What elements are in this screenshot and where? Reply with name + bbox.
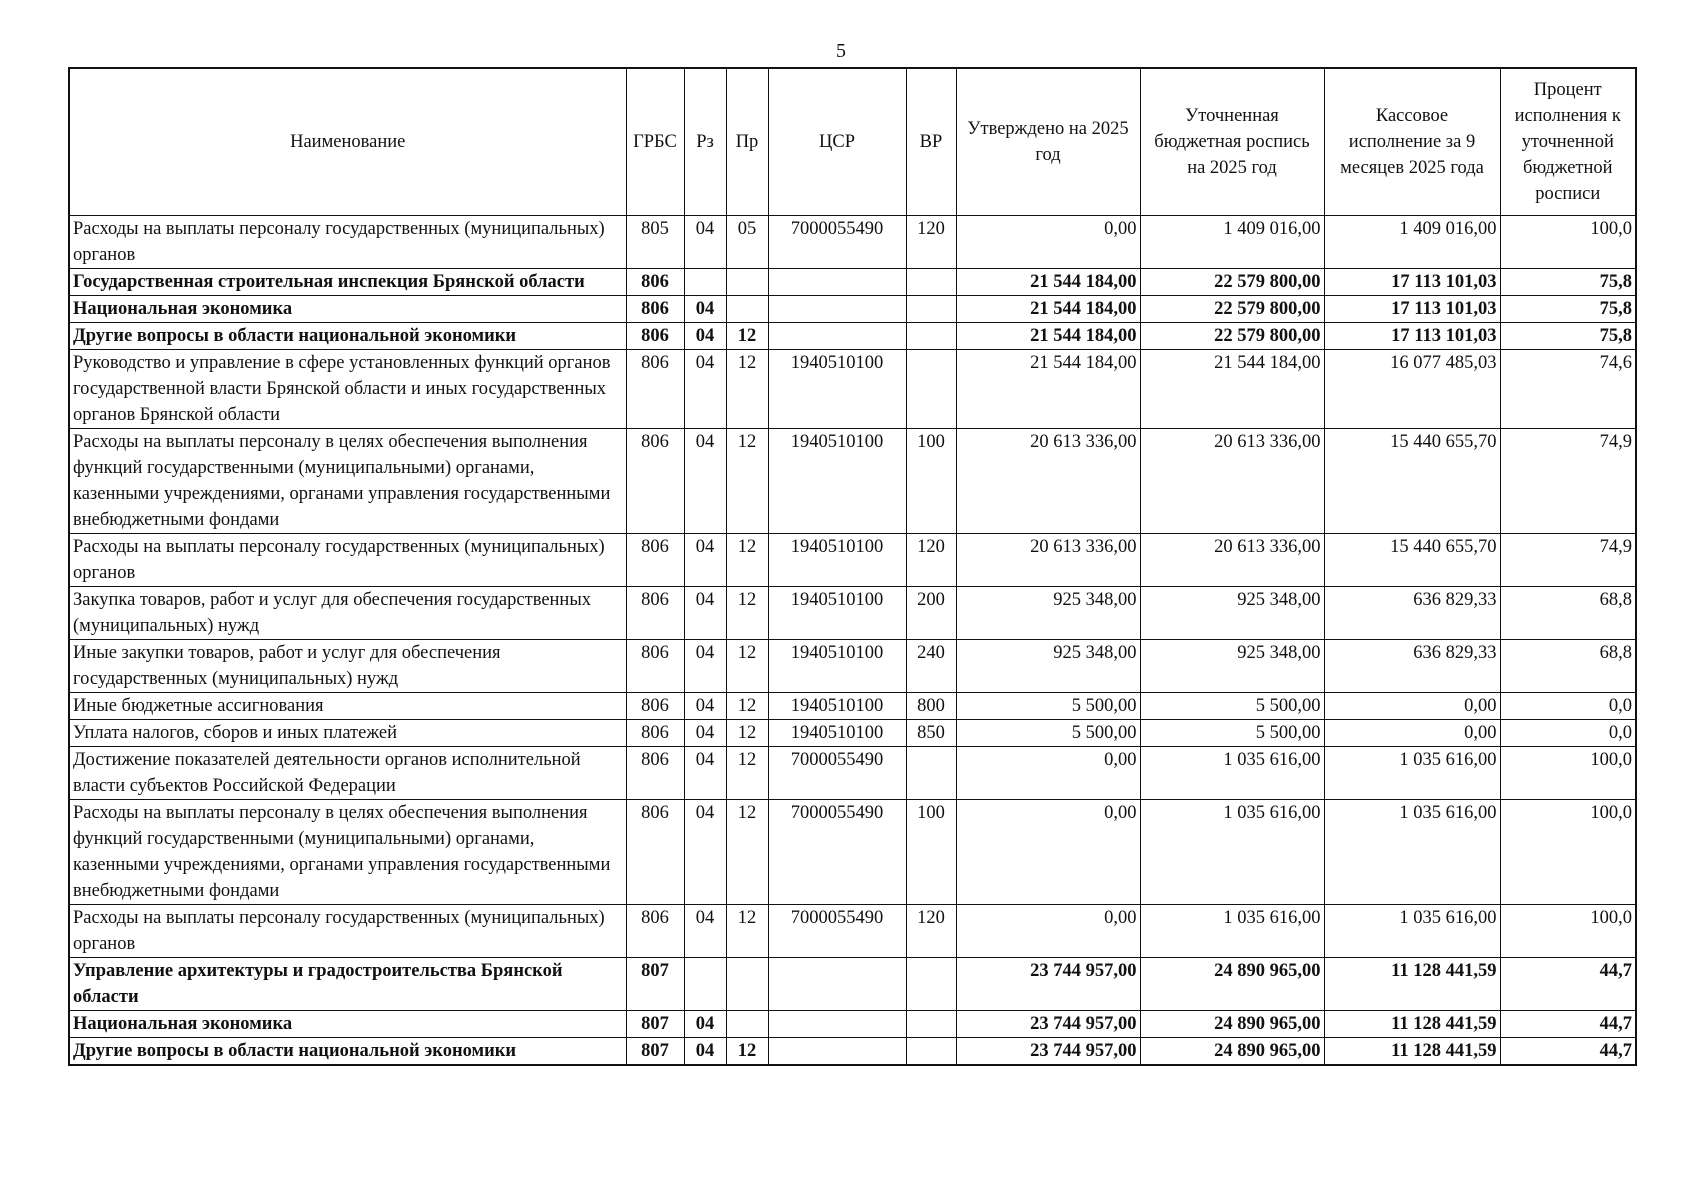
cell-approved: 5 500,00 [956,693,1140,720]
table-row [69,1011,1636,1038]
cell-rz: 04 [684,747,726,800]
cell-name: Достижение показателей деятельности органов исполнительной власти субъектов Российской Федерации [69,747,626,800]
cell-vr: 800 [906,693,956,720]
cell-grbs: 806 [626,350,684,429]
cell-cash: 11 128 441,59 [1324,958,1500,1011]
cell-pr: 05 [726,216,768,269]
cell-grbs: 806 [626,747,684,800]
cell-approved: 925 348,00 [956,640,1140,693]
table-row [69,296,1636,323]
cell-refined: 22 579 800,00 [1140,296,1324,323]
cell-approved: 23 744 957,00 [956,1011,1140,1038]
cell-percent: 75,8 [1500,269,1636,296]
cell-refined: 1 035 616,00 [1140,905,1324,958]
cell-vr [906,1038,956,1066]
cell-vr [906,296,956,323]
cell-cash: 0,00 [1324,693,1500,720]
cell-refined: 20 613 336,00 [1140,429,1324,534]
cell-name: Закупка товаров, работ и услуг для обеспечения государственных (муниципальных) нужд [69,587,626,640]
cell-pr [726,958,768,1011]
table-row [69,323,1636,350]
cell-pr: 12 [726,693,768,720]
cell-name: Другие вопросы в области национальной экономики [69,1038,626,1066]
cell-pr: 12 [726,747,768,800]
cell-pr: 12 [726,350,768,429]
cell-cash: 15 440 655,70 [1324,429,1500,534]
cell-rz: 04 [684,587,726,640]
cell-name: Расходы на выплаты персоналу государственных (муниципальных) органов [69,905,626,958]
cell-grbs: 806 [626,269,684,296]
cell-refined: 24 890 965,00 [1140,958,1324,1011]
cell-rz [684,958,726,1011]
cell-csr: 1940510100 [768,693,906,720]
cell-refined: 1 035 616,00 [1140,800,1324,905]
cell-percent: 75,8 [1500,296,1636,323]
header-name: Наименование [69,68,626,216]
header-approved: Утверждено на 2025 год [956,68,1140,216]
cell-rz: 04 [684,720,726,747]
cell-csr: 1940510100 [768,720,906,747]
cell-cash: 0,00 [1324,720,1500,747]
cell-cash: 636 829,33 [1324,640,1500,693]
cell-cash: 1 035 616,00 [1324,905,1500,958]
cell-percent: 74,9 [1500,534,1636,587]
header-percent: Процент исполнения к уточненной бюджетной росписи [1500,68,1636,216]
cell-grbs: 806 [626,587,684,640]
header-grbs: ГРБС [626,68,684,216]
cell-vr [906,350,956,429]
cell-pr: 12 [726,323,768,350]
cell-name: Уплата налогов, сборов и иных платежей [69,720,626,747]
cell-approved: 23 744 957,00 [956,1038,1140,1066]
page-number: 5 [836,40,846,62]
cell-cash: 11 128 441,59 [1324,1011,1500,1038]
cell-percent: 68,8 [1500,640,1636,693]
cell-name: Национальная экономика [69,1011,626,1038]
table-row [69,350,1636,429]
cell-csr: 7000055490 [768,800,906,905]
cell-pr: 12 [726,534,768,587]
table-row [69,1038,1636,1066]
cell-refined: 24 890 965,00 [1140,1011,1324,1038]
cell-approved: 0,00 [956,905,1140,958]
table-row [69,429,1636,534]
table-row [69,269,1636,296]
cell-approved: 5 500,00 [956,720,1140,747]
cell-refined: 1 409 016,00 [1140,216,1324,269]
cell-name: Расходы на выплаты персоналу в целях обеспечения выполнения функций государственными (муниципальными) органами, казенными учреждениями, органами управления государственными внебюджетными фондами [69,429,626,534]
cell-csr [768,958,906,1011]
cell-name: Руководство и управление в сфере установленных функций органов государственной власти Брянской области и иных государственных органов Брянской области [69,350,626,429]
cell-csr: 7000055490 [768,216,906,269]
cell-grbs: 807 [626,1038,684,1066]
cell-approved: 21 544 184,00 [956,323,1140,350]
cell-grbs: 806 [626,905,684,958]
cell-csr: 7000055490 [768,905,906,958]
cell-name: Иные бюджетные ассигнования [69,693,626,720]
cell-percent: 75,8 [1500,323,1636,350]
cell-refined: 1 035 616,00 [1140,747,1324,800]
cell-cash: 1 409 016,00 [1324,216,1500,269]
cell-rz: 04 [684,323,726,350]
cell-vr [906,1011,956,1038]
cell-vr: 120 [906,534,956,587]
cell-name: Управление архитектуры и градостроительства Брянской области [69,958,626,1011]
cell-grbs: 806 [626,800,684,905]
cell-refined: 5 500,00 [1140,693,1324,720]
cell-csr [768,269,906,296]
cell-vr: 100 [906,800,956,905]
cell-grbs: 806 [626,323,684,350]
table-row [69,747,1636,800]
cell-name: Другие вопросы в области национальной экономики [69,323,626,350]
cell-csr: 1940510100 [768,350,906,429]
cell-percent: 44,7 [1500,1011,1636,1038]
cell-grbs: 806 [626,720,684,747]
cell-grbs: 806 [626,693,684,720]
table-body [69,216,1636,1066]
cell-rz: 04 [684,693,726,720]
cell-percent: 0,0 [1500,693,1636,720]
table-row [69,958,1636,1011]
cell-rz [684,269,726,296]
cell-csr: 7000055490 [768,747,906,800]
cell-csr: 1940510100 [768,534,906,587]
cell-vr [906,747,956,800]
cell-pr: 12 [726,1038,768,1066]
cell-vr: 120 [906,216,956,269]
cell-refined: 24 890 965,00 [1140,1038,1324,1066]
budget-table [68,67,1637,1066]
cell-approved: 20 613 336,00 [956,429,1140,534]
cell-pr: 12 [726,800,768,905]
cell-cash: 1 035 616,00 [1324,747,1500,800]
cell-approved: 21 544 184,00 [956,296,1140,323]
cell-approved: 20 613 336,00 [956,534,1140,587]
cell-pr [726,269,768,296]
cell-rz: 04 [684,800,726,905]
cell-csr: 1940510100 [768,429,906,534]
cell-pr: 12 [726,905,768,958]
cell-percent: 44,7 [1500,1038,1636,1066]
header-refined: Уточненная бюджетная роспись на 2025 год [1140,68,1324,216]
cell-rz: 04 [684,1011,726,1038]
cell-name: Расходы на выплаты персоналу государственных (муниципальных) органов [69,534,626,587]
cell-percent: 44,7 [1500,958,1636,1011]
cell-refined: 5 500,00 [1140,720,1324,747]
cell-pr [726,296,768,323]
cell-approved: 23 744 957,00 [956,958,1140,1011]
cell-cash: 15 440 655,70 [1324,534,1500,587]
cell-csr: 1940510100 [768,640,906,693]
cell-percent: 100,0 [1500,905,1636,958]
cell-rz: 04 [684,905,726,958]
cell-name: Иные закупки товаров, работ и услуг для обеспечения государственных (муниципальных) нужд [69,640,626,693]
table-row [69,800,1636,905]
table-row [69,534,1636,587]
cell-pr: 12 [726,587,768,640]
cell-percent: 100,0 [1500,216,1636,269]
cell-csr [768,1038,906,1066]
header-pr: Пр [726,68,768,216]
cell-approved: 925 348,00 [956,587,1140,640]
cell-csr [768,323,906,350]
cell-name: Национальная экономика [69,296,626,323]
cell-percent: 74,6 [1500,350,1636,429]
header-row [69,68,1636,216]
cell-rz: 04 [684,350,726,429]
table-row [69,216,1636,269]
cell-rz: 04 [684,429,726,534]
table-row [69,640,1636,693]
cell-cash: 17 113 101,03 [1324,323,1500,350]
cell-refined: 20 613 336,00 [1140,534,1324,587]
cell-percent: 0,0 [1500,720,1636,747]
cell-name: Расходы на выплаты персоналу государственных (муниципальных) органов [69,216,626,269]
cell-pr [726,1011,768,1038]
cell-csr [768,1011,906,1038]
header-vr: ВР [906,68,956,216]
cell-refined: 22 579 800,00 [1140,323,1324,350]
table-row [69,693,1636,720]
header-cash: Кассовое исполнение за 9 месяцев 2025 года [1324,68,1500,216]
cell-cash: 1 035 616,00 [1324,800,1500,905]
cell-csr: 1940510100 [768,587,906,640]
cell-vr: 240 [906,640,956,693]
table-row [69,720,1636,747]
cell-cash: 17 113 101,03 [1324,269,1500,296]
cell-pr: 12 [726,720,768,747]
cell-percent: 74,9 [1500,429,1636,534]
cell-name: Государственная строительная инспекция Брянской области [69,269,626,296]
cell-percent: 100,0 [1500,747,1636,800]
cell-rz: 04 [684,216,726,269]
header-rz: Рз [684,68,726,216]
cell-cash: 11 128 441,59 [1324,1038,1500,1066]
cell-grbs: 807 [626,958,684,1011]
cell-approved: 0,00 [956,216,1140,269]
cell-vr: 100 [906,429,956,534]
cell-rz: 04 [684,1038,726,1066]
cell-approved: 21 544 184,00 [956,350,1140,429]
cell-rz: 04 [684,640,726,693]
cell-name: Расходы на выплаты персоналу в целях обеспечения выполнения функций государственными (муниципальными) органами, казенными учреждениями, органами управления государственными внебюджетными фондами [69,800,626,905]
cell-grbs: 805 [626,216,684,269]
cell-percent: 100,0 [1500,800,1636,905]
cell-grbs: 806 [626,296,684,323]
cell-grbs: 806 [626,429,684,534]
cell-approved: 21 544 184,00 [956,269,1140,296]
cell-vr: 850 [906,720,956,747]
table-row [69,905,1636,958]
cell-refined: 21 544 184,00 [1140,350,1324,429]
cell-csr [768,296,906,323]
cell-refined: 22 579 800,00 [1140,269,1324,296]
cell-vr [906,958,956,1011]
cell-percent: 68,8 [1500,587,1636,640]
cell-cash: 636 829,33 [1324,587,1500,640]
cell-grbs: 807 [626,1011,684,1038]
header-csr: ЦСР [768,68,906,216]
cell-refined: 925 348,00 [1140,587,1324,640]
cell-cash: 17 113 101,03 [1324,296,1500,323]
cell-grbs: 806 [626,534,684,587]
cell-rz: 04 [684,534,726,587]
cell-approved: 0,00 [956,747,1140,800]
cell-approved: 0,00 [956,800,1140,905]
cell-vr: 200 [906,587,956,640]
cell-pr: 12 [726,429,768,534]
cell-grbs: 806 [626,640,684,693]
cell-pr: 12 [726,640,768,693]
cell-rz: 04 [684,296,726,323]
cell-vr: 120 [906,905,956,958]
cell-vr [906,269,956,296]
cell-refined: 925 348,00 [1140,640,1324,693]
table-row [69,587,1636,640]
cell-vr [906,323,956,350]
cell-cash: 16 077 485,03 [1324,350,1500,429]
